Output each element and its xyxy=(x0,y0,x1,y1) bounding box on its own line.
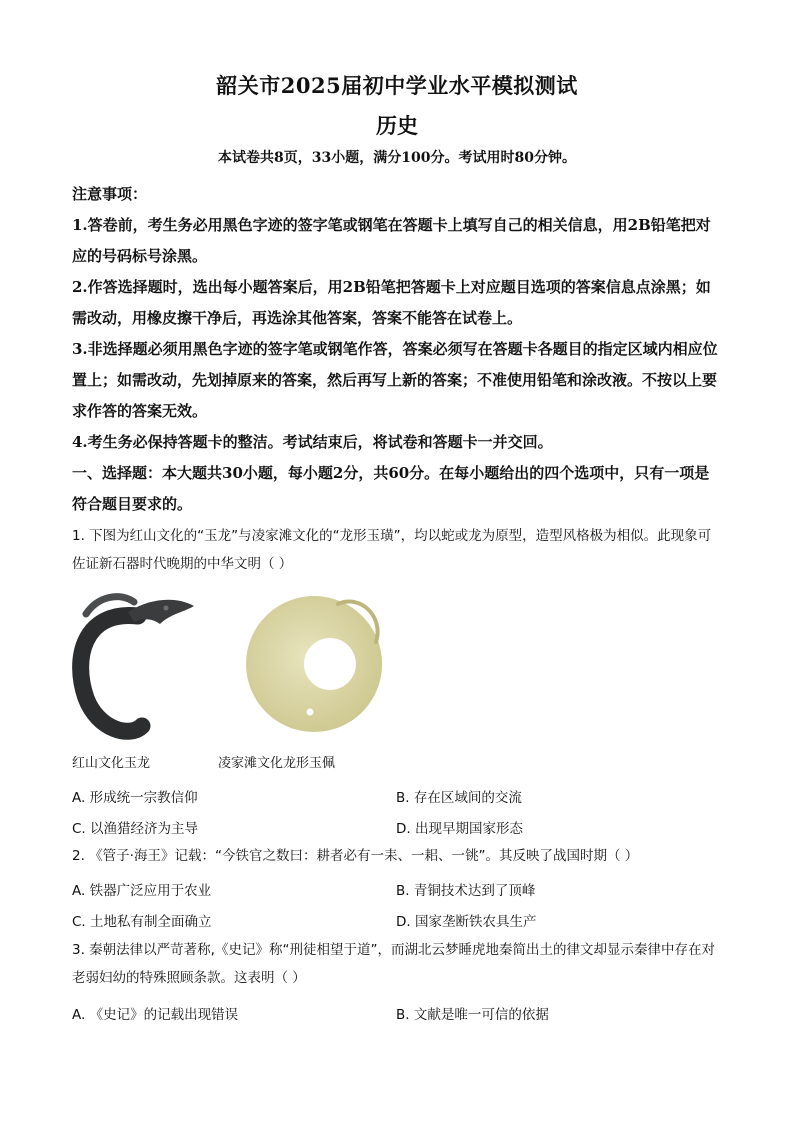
notice-item-2: 2.作答选择题时，选出每小题答案后，用2B铅笔把答题卡上对应题目选项的答案信息点涂黑；如需改动，用橡皮擦干净后，再选涂其他答案，答案不能答在试卷上。 xyxy=(72,278,711,327)
notice-item-1: 1.答卷前，考生务必用黑色字迹的签字笔或钢笔在答题卡上填写自己的相关信息，用2B铅笔把对应的号码标号涂黑。 xyxy=(72,216,711,265)
notice-heading: 注意事项： xyxy=(72,185,148,203)
section-heading: 一、选择题：本大题共30小题，每小题2分，共60分。在每小题给出的四个选项中，只有一项是符合题目要求的。 xyxy=(72,464,710,513)
notice-item-3: 3.非选择题必须用黑色字迹的签字笔或钢笔作答，答案必须写在答题卡各题目的指定区域内相应位置上；如需改动，先划掉原来的答案，然后再写上新的答案；不准使用铅笔和涂改液。不按以上要求作答的答案无效。 xyxy=(72,340,718,420)
caption-hongshan: 红山文化玉龙 xyxy=(72,756,151,771)
q1-option-a[interactable]: A. 形成统一宗教信仰 xyxy=(72,790,198,806)
question-1-stem: 1. 下图为红山文化的“玉龙”与凌家滩文化的“龙形玉璜”，均以蛇或龙为原型，造型风格极为相似。此现象可佐证新石器时代晚期的中华文明（ ） xyxy=(72,528,712,572)
q1-option-c[interactable]: C. 以渔猎经济为主导 xyxy=(72,821,199,837)
hongshan-jade-dragon-image xyxy=(72,588,204,748)
q2-option-d[interactable]: D. 国家垄断铁农具生产 xyxy=(396,914,537,930)
q1-option-b[interactable]: B. 存在区域间的交流 xyxy=(396,790,522,806)
question-3-stem: 3. 秦朝法律以严苛著称,《史记》称“刑徒相望于道”，而湖北云梦睡虎地秦简出土的律文却显示秦律中存在对老弱妇幼的特殊照顾条款。这表明（ ） xyxy=(72,942,715,986)
notice-item-4: 4.考生务必保持答题卡的整洁。考试结束后，将试卷和答题卡一并交回。 xyxy=(72,433,553,451)
q3-option-a[interactable]: A. 《史记》的记载出现错误 xyxy=(72,1007,239,1023)
q2-option-a[interactable]: A. 铁器广泛应用于农业 xyxy=(72,883,212,899)
caption-lingjiatan: 凌家滩文化龙形玉佩 xyxy=(218,756,336,771)
question-2-stem: 2. 《管子·海王》记载：“今铁官之数曰：耕者必有一耒、一耜、一铫”。其反映了战国时期（ ） xyxy=(72,848,639,864)
subject-title: 历史 xyxy=(376,113,418,138)
q2-option-b[interactable]: B. 青铜技术达到了顶峰 xyxy=(396,883,536,899)
exam-title: 韶关市2025届初中学业水平模拟测试 xyxy=(216,73,578,98)
exam-info: 本试卷共8页，33小题，满分100分。考试用时80分钟。 xyxy=(218,150,576,166)
q2-option-c[interactable]: C. 土地私有制全面确立 xyxy=(72,914,212,930)
q1-option-d[interactable]: D. 出现早期国家形态 xyxy=(396,821,523,837)
lingjiatan-dragon-pendant-image xyxy=(234,590,394,740)
q3-option-b[interactable]: B. 文献是唯一可信的依据 xyxy=(396,1007,549,1023)
